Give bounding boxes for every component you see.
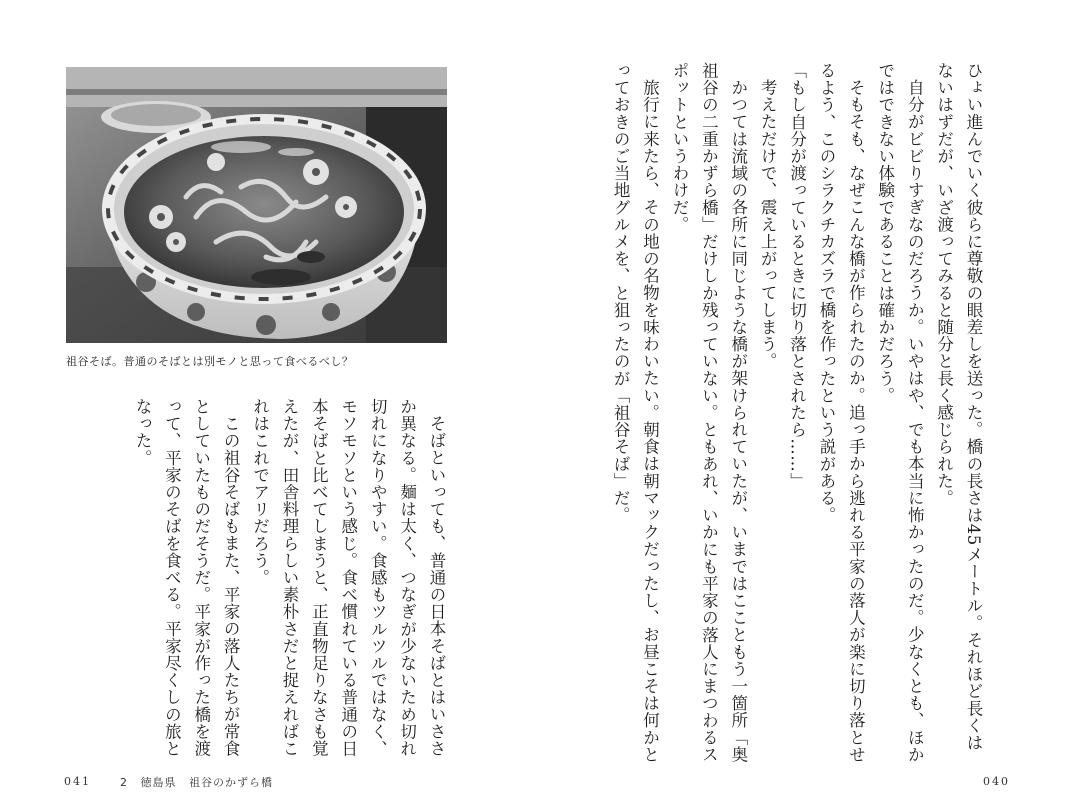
paragraph: ひょい進んでいく彼らに尊敬の眼差しを送った。橋の長さは45メートル。それほど長くはないはずだが、いざ渡ってみると随分と長く感じられた。 (934, 62, 983, 752)
page-number-left: 041 (64, 775, 91, 788)
page-number-right: 040 (983, 775, 1010, 788)
photo-caption: 祖谷そば。普通のそばとは別モノと思って食べるべし？ (66, 355, 354, 368)
paragraph: かつては流域の各所に同じような橋が架けられていたが、いまではここともう一箇所「奥祖谷の二重かずら橋」だけしか残っていない。ともあれ、いかにも平家の落人にまつわるスポットというわけだ。 (669, 62, 748, 764)
paragraph: そもそも、なぜこんな橋が作られたのか。追っ手から逃れる平家の落人が楽に切り落とせるよう、このシラクチカズラで橋を作ったという説がある。 (816, 62, 866, 763)
paragraph: 旅行に来たら、その地の名物を味わいたい。朝食は朝マックだったし、お昼こそは何かとっておきのご当地グルメを、と狙ったのが「祖谷そば」だ。 (611, 62, 660, 763)
prefecture-name: 徳島県 (140, 776, 177, 789)
quote-paragraph: 「もし自分が渡っているときに切り落とされたら……」 (787, 62, 807, 490)
paragraph: 考えただけで、震え上がってしまう。 (758, 78, 778, 370)
left-page-body (132, 398, 451, 768)
paragraph: 自分がビビりすぎなのだろうか。いやはや、でも本当に怖かったのだ。少なくとも、ほかではできない体験であることは確かだろう。 (875, 62, 925, 763)
section-title: 祖谷のかずら橋 (189, 776, 273, 789)
running-head (120, 774, 281, 790)
soba-photo (66, 67, 447, 343)
paragraph: そばといっても、普通の日本そばとはいささか異なる。麺は太く、つなぎが少ないため切れ切れになりやすい。食感もツルツルではなく、モソモソという感じ。食べ慣れている普通の日本そばと比べてしまうと、正直物足りなさも覚えたが、田舎料理らしい素朴さだと捉えればこれはこれでアリだろう。 (250, 398, 446, 758)
paragraph: この祖谷そばもまた、平家の落人たちが常食としていたものだそうだ。平家が作った橋を渡って、平家のそばを食べる。平家尽くしの旅となった。 (132, 398, 241, 758)
soba-bowl-image (66, 67, 447, 343)
chapter-number: 2 (120, 776, 128, 789)
right-page-body (518, 62, 988, 768)
